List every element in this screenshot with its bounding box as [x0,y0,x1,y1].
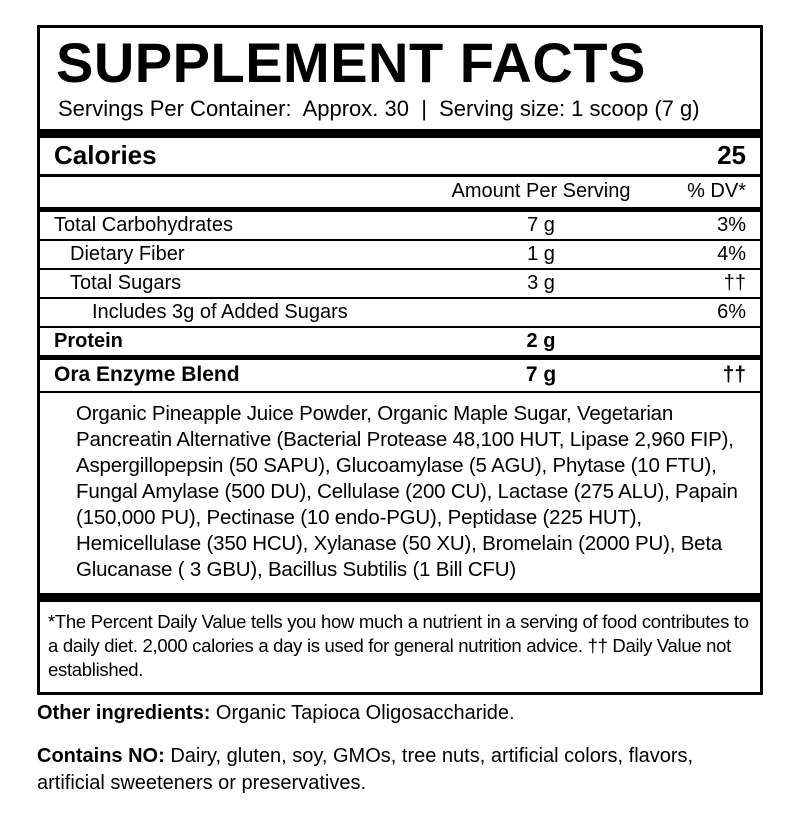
blend-dv: †† [722,363,746,387]
column-header-spacer [54,180,436,203]
nutrient-dv: †† [723,272,746,295]
column-header-amount: Amount Per Serving [451,180,631,203]
nutrient-amount: 1 g [527,243,555,266]
other-ingredients-value: Organic Tapioca Oligosaccharide. [215,702,515,724]
calories-value: 25 [717,140,746,171]
below-label-section [37,700,763,797]
nutrient-name: Includes 3g of Added Sugars [92,301,348,324]
contains-no-value: Dairy, gluten, soy, GMOs, tree nuts, artificial colors, flavors, artificial sweeteners or preservatives. [37,745,694,794]
other-ingredients-line [37,700,763,727]
blend-name: Ora Enzyme Blend [54,363,240,387]
nutrient-amount: 2 g [526,330,556,353]
nutrient-dv: 3% [717,214,746,237]
table-row-protein [40,326,760,355]
table-row-total-carbohydrates [40,212,760,239]
daily-value-footnote: *The Percent Daily Value tells you how much a nutrient in a serving of food contributes to a daily diet. 2,000 calories a day is used for general nutrition advice. †† Daily Value not established. [48,611,749,681]
nutrient-name: Total Carbohydrates [54,214,233,237]
calories-row [40,138,760,174]
divider-thick-top [40,129,760,138]
nutrient-name: Dietary Fiber [70,243,185,266]
label-header [40,28,760,129]
blend-ingredients-text: Organic Pineapple Juice Powder, Organic Maple Sugar, Vegetarian Pancreatin Alternative (Bacterial Protease 48,100 HUT, Lipase 2,960 FIP), Aspergillopepsin (50 SAPU), Glucoamylase (5 AGU), Phytase (10 FTU), Fungal Amylase (500 DU), Cellulase (200 CU), Lactase (275 ALU), Papain (150,000 PU), Pectinase (10 endo-PGU), Peptidase (225 HUT), Hemicellulase (350 HCU), Xylanase (50 XU), Bromelain (2000 PU), Beta Glucanase ( 3 GBU), Bacillus Subtilis (1 Bill CFU) [76,402,738,582]
nutrient-amount: 7 g [527,214,555,237]
calories-label: Calories [54,140,157,171]
contains-no-line [37,743,763,797]
contains-no-label: Contains NO: [37,745,165,767]
nutrient-amount: 3 g [527,272,555,295]
nutrient-rows [40,212,760,355]
supplement-facts-panel [37,25,763,695]
nutrient-amount [436,301,646,324]
blend-amount: 7 g [525,363,557,387]
servings-line: Servings Per Container: Approx. 30 | Serving size: 1 scoop (7 g) [58,96,700,122]
divider-thick-footnote [40,593,760,602]
table-row-total-sugars [40,268,760,297]
table-row-dietary-fiber [40,239,760,268]
table-row-enzyme-blend [40,360,760,393]
other-ingredients-label: Other ingredients: [37,702,211,724]
nutrient-name: Protein [54,330,123,353]
nutrient-dv: 4% [717,243,746,266]
nutrient-dv [646,330,746,353]
column-header-dv: % DV* [687,180,746,203]
table-row-added-sugars [40,297,760,326]
nutrient-dv: 6% [717,301,746,324]
label-title: SUPPLEMENT FACTS [56,31,646,94]
nutrient-name: Total Sugars [70,272,182,295]
column-header-row [40,177,760,207]
